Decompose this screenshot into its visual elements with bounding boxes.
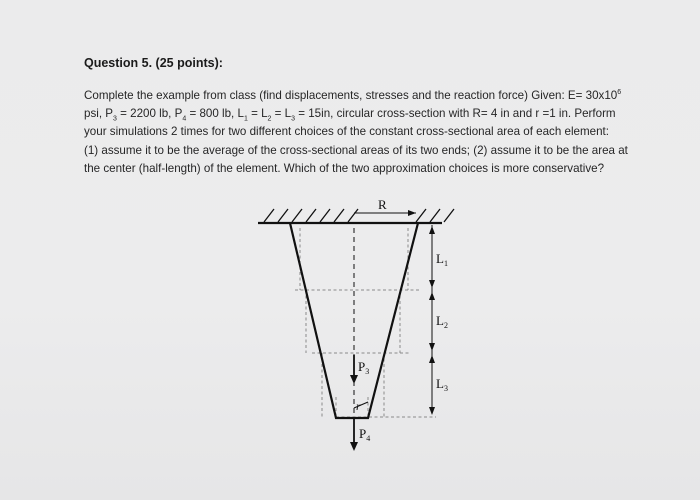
element-boundaries [295,228,436,417]
label-L1: $L_1$ [436,251,448,268]
load-P3-arrowhead [350,375,358,384]
label-P3: $P_3$ [358,359,370,376]
question-text [84,87,654,178]
text-segment: Complete the example from class (find displacements, stresses and the reaction force) Given: E= 30x10 [84,89,618,102]
text-segment: = L [247,107,268,121]
load-P4-arrowhead [350,442,358,451]
L3-arrowhead-top [429,355,435,363]
label-r: r [356,399,361,413]
question-line-5: the center (half-length) of the element. Which of the two approximation choices is more conservative? [84,161,605,175]
L2-arrowhead-bottom [429,343,435,351]
question-title: Question 5. (25 points): [84,56,223,70]
question-line-2 [84,105,654,123]
subscript: 4 [182,115,187,123]
subscript: 1 [243,115,248,123]
label-L2: $L_2$ [436,313,448,330]
label-P4: $P_4$ [359,426,371,443]
L3-arrowhead-bottom [429,407,435,415]
exponent: 6 [617,89,622,97]
bar-figure [250,192,470,467]
subscript: 3 [113,115,117,123]
subscript: 3 [291,115,296,123]
support-hatching [264,209,454,222]
text-segment: psi, P [84,107,113,121]
question-line-3: your simulations 2 times for two different choices of the constant cross-sectional area of each element: [84,125,609,139]
L1-arrowhead-bottom [429,280,435,288]
L1-arrowhead-top [429,226,435,234]
text-segment: = 15in, circular cross-section with R= 4 in and r =1 in. Perform [295,107,616,121]
text-segment: = 2200 lb, P [116,107,183,121]
tapered-bar-diagram [250,192,470,462]
subscript: 2 [267,115,272,123]
label-R: R [378,197,387,212]
L2-arrowhead-top [429,292,435,300]
text-segment: = L [271,107,292,121]
label-L3: $L_3$ [436,376,448,393]
radius-R-arrowhead [408,210,416,216]
text-segment: = 800 lb, L [186,107,244,121]
question-line-1 [84,87,654,105]
question-line-4: (1) assume it to be the average of the cross-sectional areas of its two ends; (2) assume it to be the area at [84,143,628,157]
